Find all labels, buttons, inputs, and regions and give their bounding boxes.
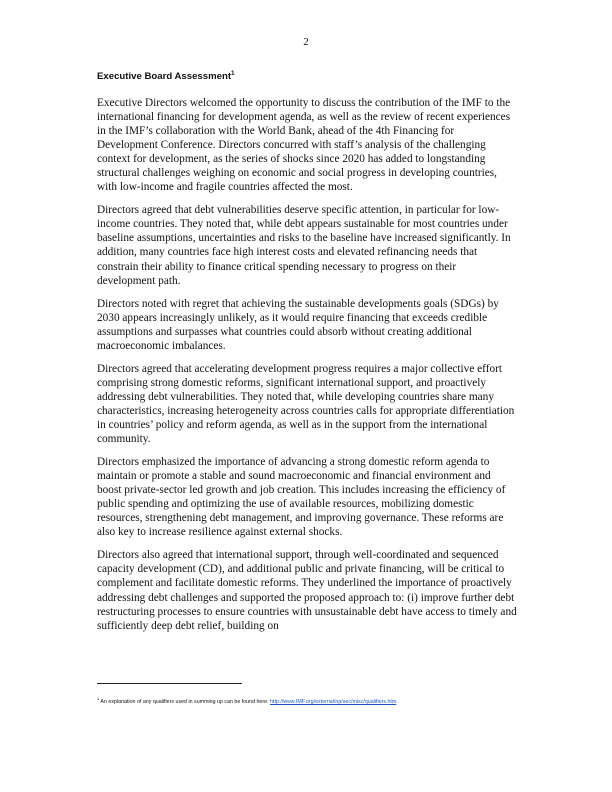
section-heading bbox=[97, 71, 235, 82]
page-number: 2 bbox=[303, 36, 309, 48]
footnote-text: An explanation of any qualifiers used in summing up can be found here: bbox=[100, 699, 271, 705]
footnote-end: . bbox=[396, 699, 398, 705]
footnote-reference[interactable]: 1 bbox=[231, 69, 235, 77]
qualifiers-link[interactable]: http://www.IMF.org/external/np/sec/misc/qualifiers.htm bbox=[270, 699, 397, 705]
footnote-marker: 1 bbox=[97, 696, 100, 702]
paragraph: Executive Directors welcomed the opportunity to discuss the contribution of the IMF to the international financing for development agenda, as well as the review of recent experiences in the IMF’s collaboration with the World Bank, ahead of the 4th Financing for Development Conference. Directors concurred with staff’s analysis of the challenging context for development, as the series of shocks since 2020 has added to longstanding structural challenges weighing on economic and social progress in developing countries, with low-income and fragile countries affected the most. bbox=[97, 97, 511, 194]
paragraph: Directors emphasized the importance of advancing a strong domestic reform agenda to maintain or promote a stable and sound macroeconomic and financial environment and boost private-sector led growth and job creation. This includes increasing the efficiency of public spending and optimizing the use of available resources, mobilizing domestic resources, strengthening debt management, and improving governance. These reforms are also key to increase resilience against external shocks. bbox=[97, 456, 506, 539]
paragraph: Directors noted with regret that achieving the sustainable developments goals (SDGs) by 2030 appears increasingly unlikely, as it would require financing that exceeds credible assumptions and surpasses what countries could absorb without creating additional macroeconomic imbalances. bbox=[97, 297, 499, 352]
footnote-separator bbox=[97, 683, 242, 684]
paragraph: Directors agreed that debt vulnerabilities deserve specific attention, in particular for low-income countries. They noted that, while debt appears sustainable for most countries under baseline assumptions, uncertainties and risks to the baseline have increased significantly. In addition, many countries face high interest costs and elevated refinancing needs that constrain their ability to finance critical spending necessary to progress on their development path. bbox=[97, 204, 511, 287]
body-text bbox=[97, 96, 517, 642]
paragraph: Directors also agreed that international support, through well-coordinated and sequenced capacity development (CD), and additional public and private financing, will be critical to complement and facilitate domestic reforms. They underlined the importance of proactively addressing debt challenges and supported the proposed approach to: (i) improve further debt restructuring processes to ensure countries with unsustainable debt have access to timely and sufficiently deep debt relief, building on bbox=[97, 549, 517, 632]
paragraph: Directors agreed that accelerating development progress requires a major collective effort comprising strong domestic reforms, significant international support, and proactively addressing debt vulnerabilities. They noted that, while developing countries share many characteristics, increasing heterogeneity across countries calls for appropriate differentiation in countries’ policy and reform agenda, as well as in the support from the international community. bbox=[97, 362, 515, 446]
section-heading-text: Executive Board Assessment bbox=[97, 71, 232, 82]
footnote bbox=[97, 696, 537, 705]
